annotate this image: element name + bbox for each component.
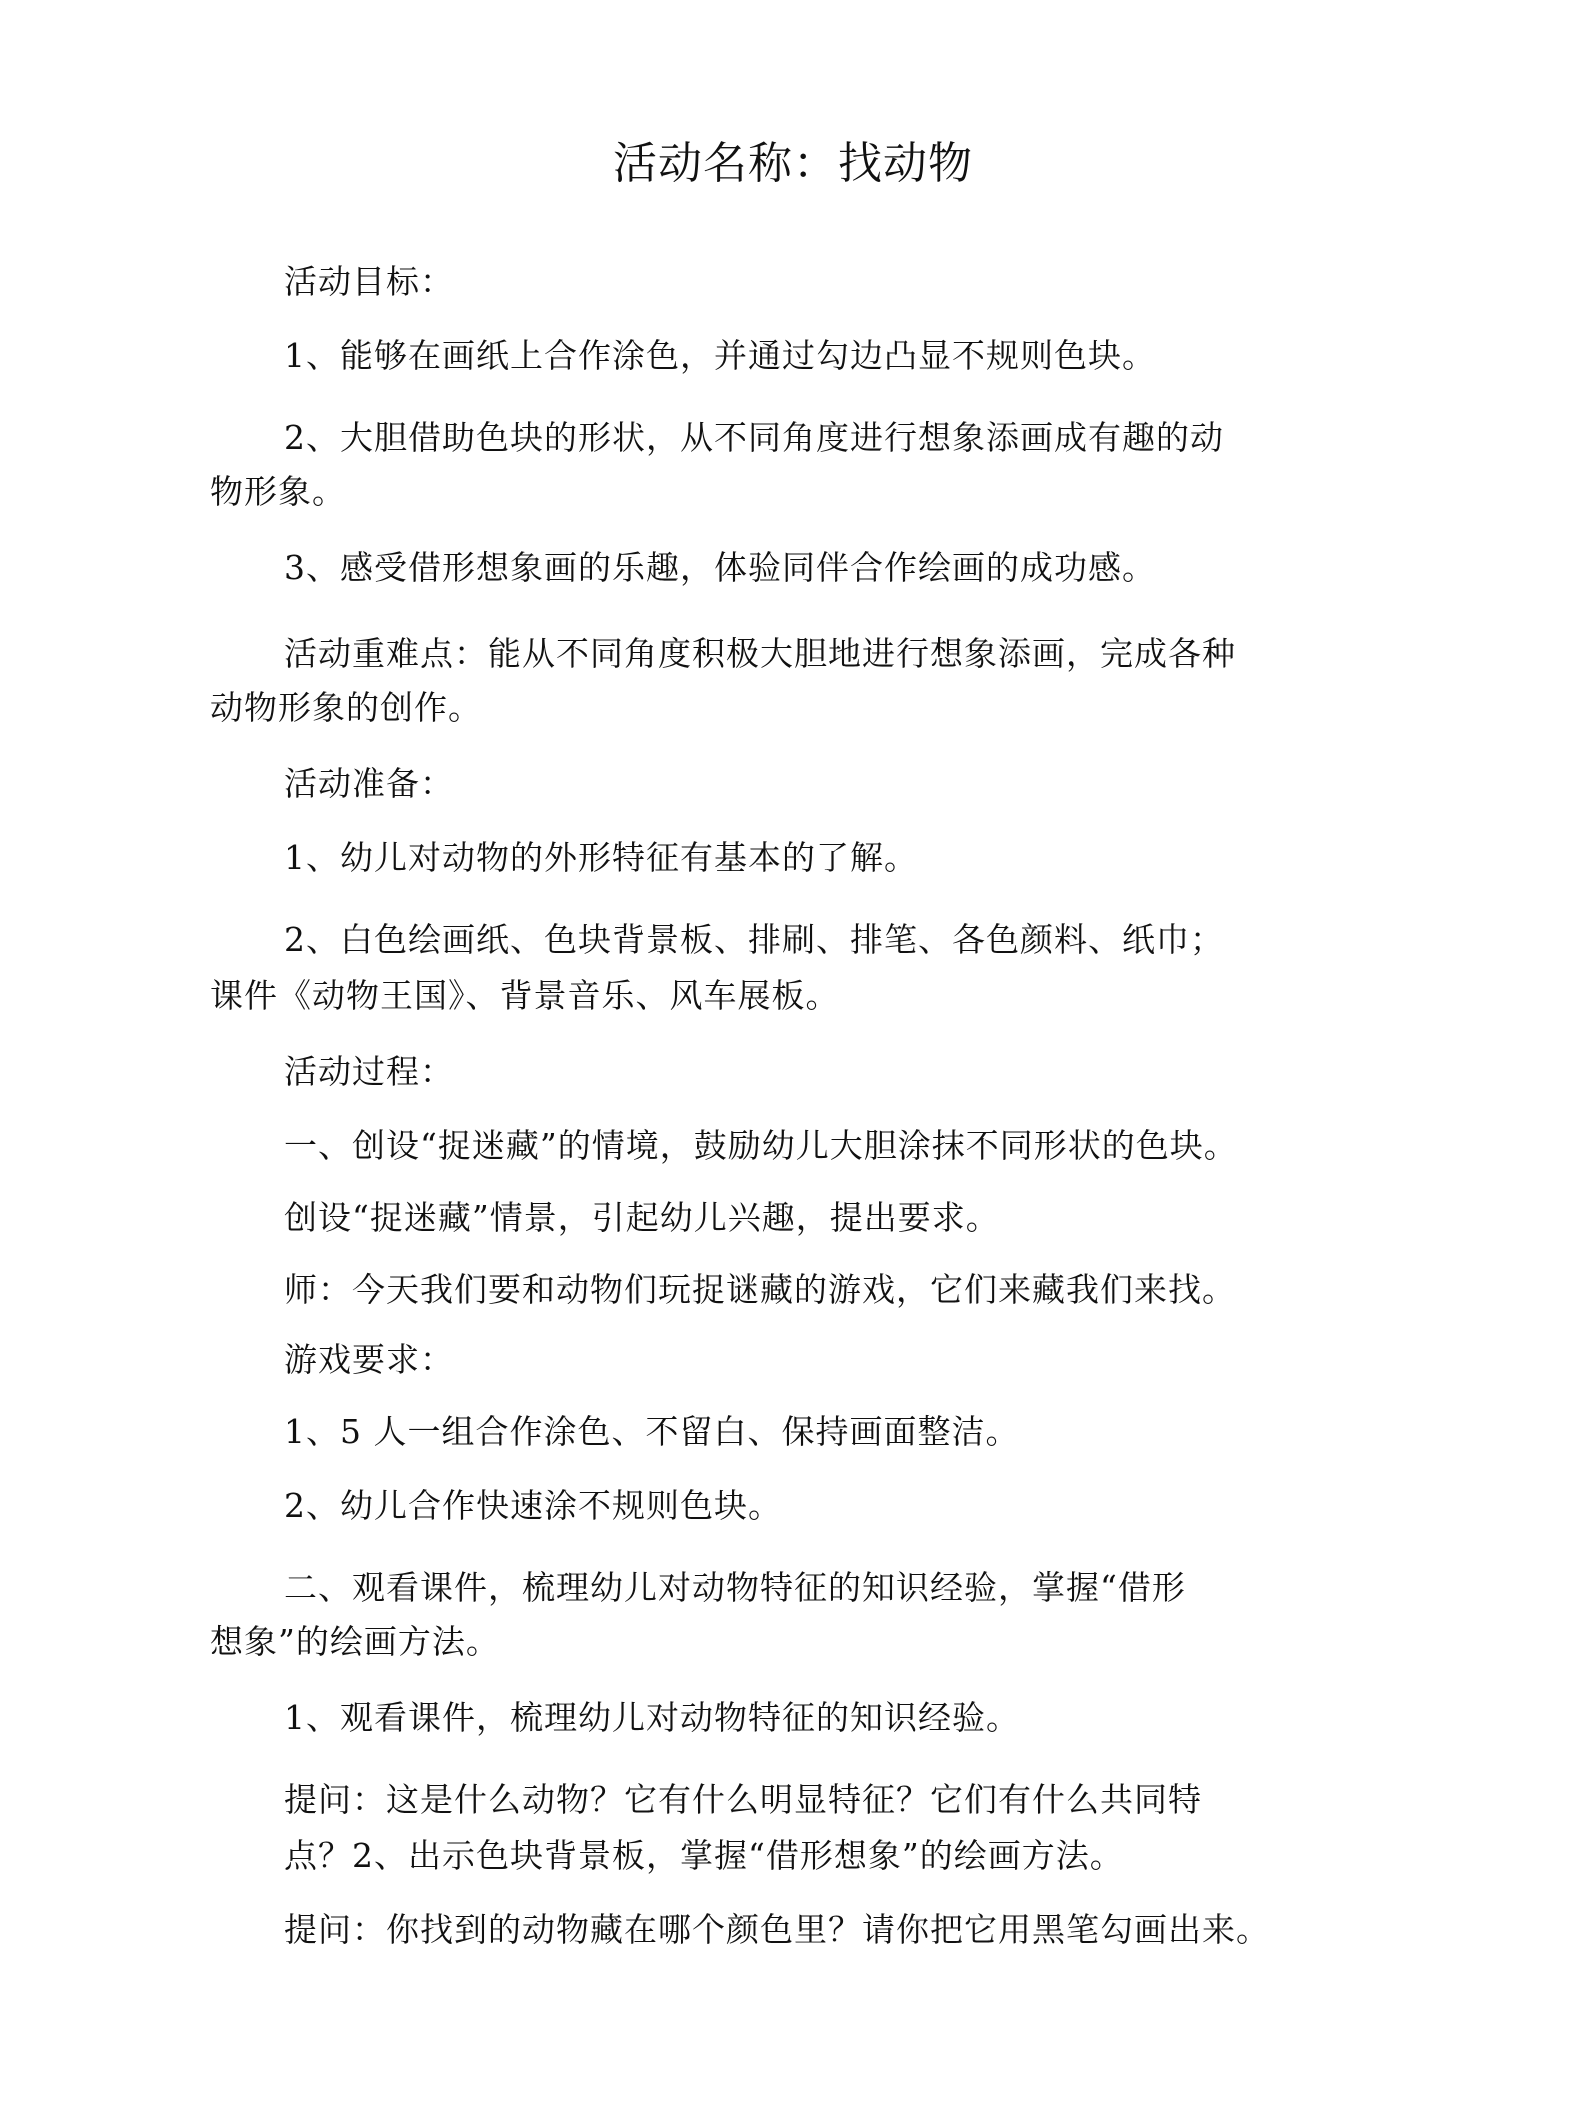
paragraph-line: 1、幼儿对动物的外形特征有基本的了解。 (284, 838, 918, 877)
paragraph-line: 活动准备： (284, 764, 454, 803)
paragraph-line: 创设“捉迷藏”情景，引起幼儿兴趣，提出要求。 (284, 1198, 1000, 1237)
paragraph-line: 1、观看课件，梳理幼儿对动物特征的知识经验。 (284, 1698, 1020, 1737)
paragraph-line: 想象”的绘画方法。 (210, 1622, 500, 1661)
paragraph-line: 1、能够在画纸上合作涂色，并通过勾边凸显不规则色块。 (284, 336, 1156, 375)
paragraph-line: 二、观看课件，梳理幼儿对动物特征的知识经验，掌握“借形 (284, 1568, 1186, 1607)
paragraph-line: 2、幼儿合作快速涂不规则色块。 (284, 1486, 782, 1525)
paragraph-line: 动物形象的创作。 (210, 688, 482, 727)
paragraph-line: 活动目标： (284, 262, 454, 301)
paragraph-line: 活动过程： (284, 1052, 454, 1091)
paragraph-line: 一、创设“捉迷藏”的情境，鼓励幼儿大胆涂抹不同形状的色块。 (284, 1126, 1238, 1165)
paragraph-line: 2、白色绘画纸、色块背景板、排刷、排笔、各色颜料、纸巾； (284, 920, 1224, 959)
paragraph-line: 提问：你找到的动物藏在哪个颜色里？请你把它用黑笔勾画出来。 (284, 1910, 1270, 1949)
paragraph-line: 游戏要求： (284, 1340, 454, 1379)
paragraph-line: 课件《动物王国》、背景音乐、风车展板。 (210, 976, 840, 1015)
paragraph-line: 1、5 人一组合作涂色、不留白、保持画面整洁。 (284, 1412, 1020, 1451)
paragraph-line: 点？2、出示色块背景板，掌握“借形想象”的绘画方法。 (284, 1836, 1124, 1875)
paragraph-line: 师：今天我们要和动物们玩捉谜藏的游戏，它们来藏我们来找。 (284, 1270, 1236, 1309)
paragraph-line: 3、感受借形想象画的乐趣，体验同伴合作绘画的成功感。 (284, 548, 1156, 587)
document-title: 活动名称：找动物 (613, 138, 973, 189)
paragraph-line: 物形象。 (210, 472, 346, 511)
paragraph-line: 提问：这是什么动物？它有什么明显特征？它们有什么共同特 (284, 1780, 1202, 1819)
paragraph-line: 2、大胆借助色块的形状，从不同角度进行想象添画成有趣的动 (284, 418, 1224, 457)
paragraph-line: 活动重难点：能从不同角度积极大胆地进行想象添画，完成各种 (284, 634, 1236, 673)
